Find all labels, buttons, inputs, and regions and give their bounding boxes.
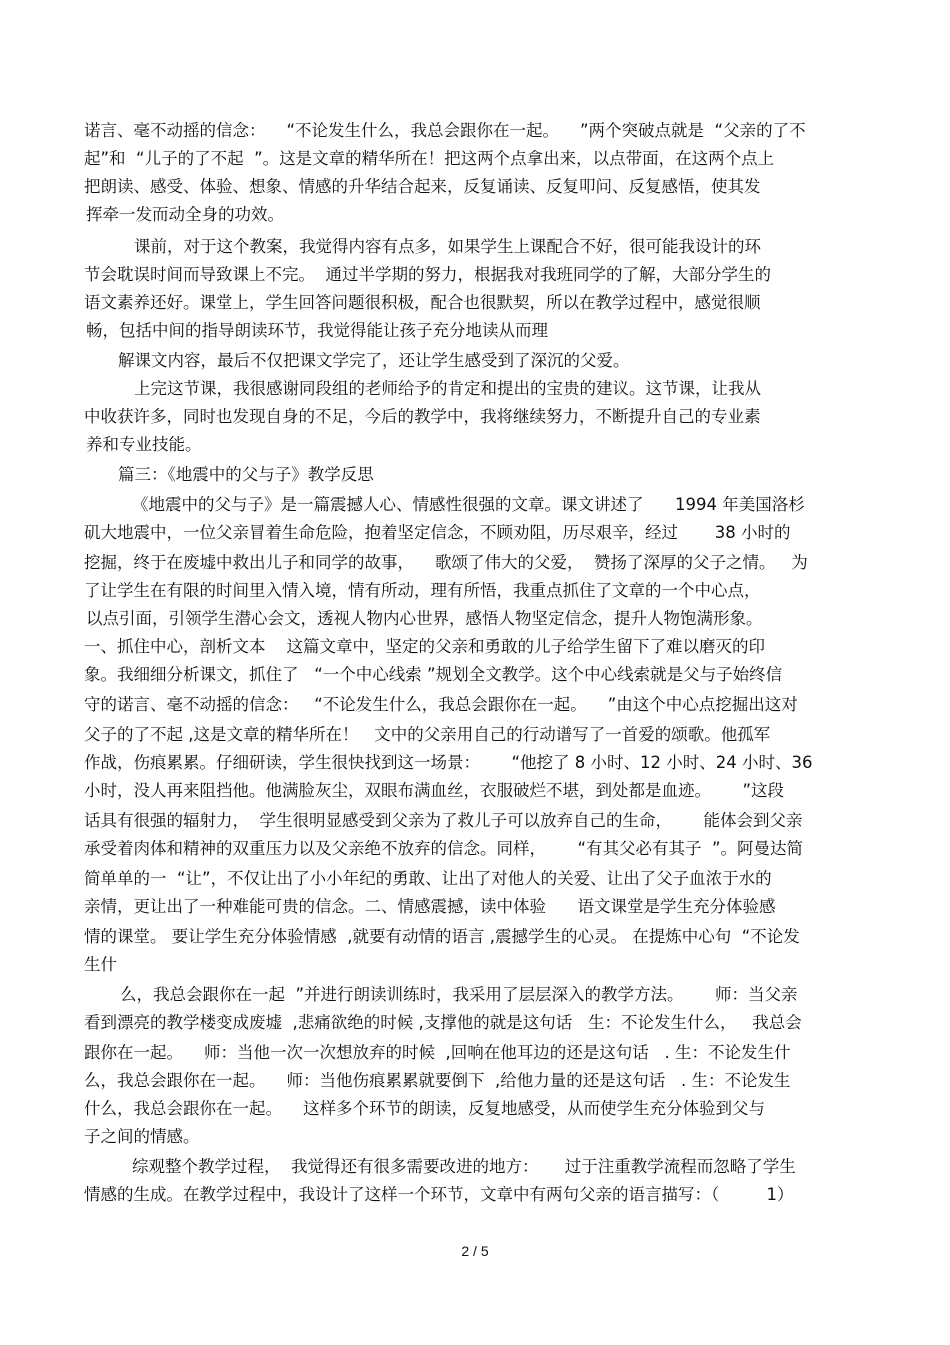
text-line: 中收获许多，同时也发现自身的不足，今后的教学中，我将继续努力，不断提升自己的专业素 [84, 407, 761, 426]
text-line: 了让学生在有限的时间里入情入境，情有所动，理有所悟，我重点抓住了文章的一个中心点， [84, 581, 761, 600]
text-line: 承受着肉体和精神的双重压力以及父亲绝不放弃的信念。同样， “有其父必有其子 ”。阿曼达简 [84, 839, 804, 858]
text-line: 情感的生成。在教学过程中，我设计了这样一个环节，文章中有两句父亲的语言描写：（ 1） [84, 1185, 794, 1204]
text-line: 以点引面，引领学生潜心会文，透视人物内心世界，感悟人物坚定信念，提升人物饱满形象。 [86, 609, 763, 628]
text-line: 生什 [84, 955, 117, 974]
page-number: 2 / 5 [461, 1243, 489, 1259]
text-line: 看到漂亮的教学楼变成废墟 ,悲痛欲绝的时候 ,支撑他的就是这句话 生：不论发生什么， 我总会 [84, 1013, 802, 1032]
text-line: 诺言、毫不动摇的信念： “不论发生什么，我总会跟你在一起。 ”两个突破点就是 “父亲的了不 [84, 121, 806, 140]
text-line: 么，我总会跟你在一起。 师：当他伤痕累累就要倒下 ,给他力量的还是这句话 . 生：不论发生 [84, 1071, 791, 1090]
text-line: 挖掘，终于在废墟中救出儿子和同学的故事， 歌颂了伟大的父爱， 赞扬了深厚的父子之情。 为 [84, 553, 808, 572]
text-line: 话具有很强的辐射力， 学生很明显感受到父亲为了救儿子可以放弃自己的生命， 能体会到父亲 [84, 811, 803, 830]
text-line: 语文素养还好。课堂上，学生回答问题很积极，配合也很默契，所以在教学过程中，感觉很顺 [84, 293, 761, 312]
text-line: 把朗读、感受、体验、想象、情感的升华结合起来，反复诵读、反复叩问、反复感悟，使其发 [84, 177, 761, 196]
text-line: 节会耽误时间而导致课上不完。 通过半学期的努力，根据我对我班同学的了解，大部分学生的 [84, 265, 771, 284]
text-line: 《地震中的父与子》是一篇震撼人心、情感性很强的文章。课文讲述了 1994 年美国洛杉 [132, 495, 805, 514]
text-line: 么，我总会跟你在一起 ”并进行朗读训练时，我采用了层层深入的教学方法。 师：当父亲 [120, 985, 798, 1004]
text-line: 父子的了不起 ,这是文章的精华所在！ 文中的父亲用自己的行动谱写了一首爱的颂歌。他孤军 [84, 725, 771, 744]
text-line: 解课文内容，最后不仅把课文学完了，还让学生感受到了深沉的父爱。 [118, 351, 630, 370]
text-line: 情的课堂。 要让学生充分体验情感 ,就要有动情的语言 ,震撼学生的心灵。 在提炼中心句 “不论发 [84, 927, 800, 946]
text-line: 畅，包括中间的指导朗读环节，我觉得能让孩子充分地读从而理 [86, 321, 548, 340]
text-line: 什么，我总会跟你在一起。 这样多个环节的朗读，反复地感受，从而使学生充分体验到父与 [84, 1099, 765, 1118]
text-line: 亲情，更让出了一种难能可贵的信念。二、情感震撼，读中体验 语文课堂是学生充分体验感 [84, 897, 776, 916]
text-line: 矶大地震中，一位父亲冒着生命危险，抱着坚定信念，不顾劝阻，历尽艰辛，经过 38 小时的 [84, 523, 791, 542]
text-line: 简单单的一 “让”，不仅让出了小小年纪的勇敢、让出了对他人的关爱、让出了父子血浓于水的 [84, 869, 772, 888]
section-heading: 篇三：《地震中的父与子》教学反思 [118, 465, 374, 484]
text-line: 课前，对于这个教案，我觉得内容有点多，如果学生上课配合不好，很可能我设计的环 [134, 237, 761, 256]
text-line: 作战，伤痕累累。仔细研读，学生很快找到这一场景： “他挖了 8 小时、12 小时、24 小时、36 [84, 753, 813, 772]
text-line: 挥牵一发而动全身的功效。 [86, 205, 284, 224]
text-line: 一、抓住中心，剖析文本 这篇文章中，坚定的父亲和勇敢的儿子给学生留下了难以磨灭的印 [84, 637, 765, 656]
text-line: 象。我细细分析课文，抓住了 “一个中心线索 ”规划全文教学。这个中心线索就是父与子始终信 [84, 665, 783, 684]
text-line: 起”和 “儿子的了不起 ”。这是文章的精华所在！把这两个点拿出来，以点带面，在这两个点上 [84, 149, 775, 168]
text-line: 养和专业技能。 [86, 435, 202, 454]
text-line: 小时，没人再来阻挡他。他满脸灰尘，双眼布满血丝，衣服破烂不堪，到处都是血迹。 ”这段 [84, 781, 785, 800]
text-line: 子之间的情感。 [84, 1127, 200, 1146]
text-line: 跟你在一起。 师：当他一次一次想放弃的时候 ,回响在他耳边的还是这句话 . 生：不论发生什 [84, 1043, 791, 1062]
text-line: 守的诺言、毫不动摇的信念： “不论发生什么，我总会跟你在一起。 ”由这个中心点挖掘出这对 [84, 695, 798, 714]
text-line: 上完这节课，我很感谢同段组的老师给予的肯定和提出的宝贵的建议。这节课，让我从 [134, 379, 761, 398]
text-line: 综观整个教学过程， 我觉得还有很多需要改进的地方： 过于注重教学流程而忽略了学生 [132, 1157, 796, 1176]
